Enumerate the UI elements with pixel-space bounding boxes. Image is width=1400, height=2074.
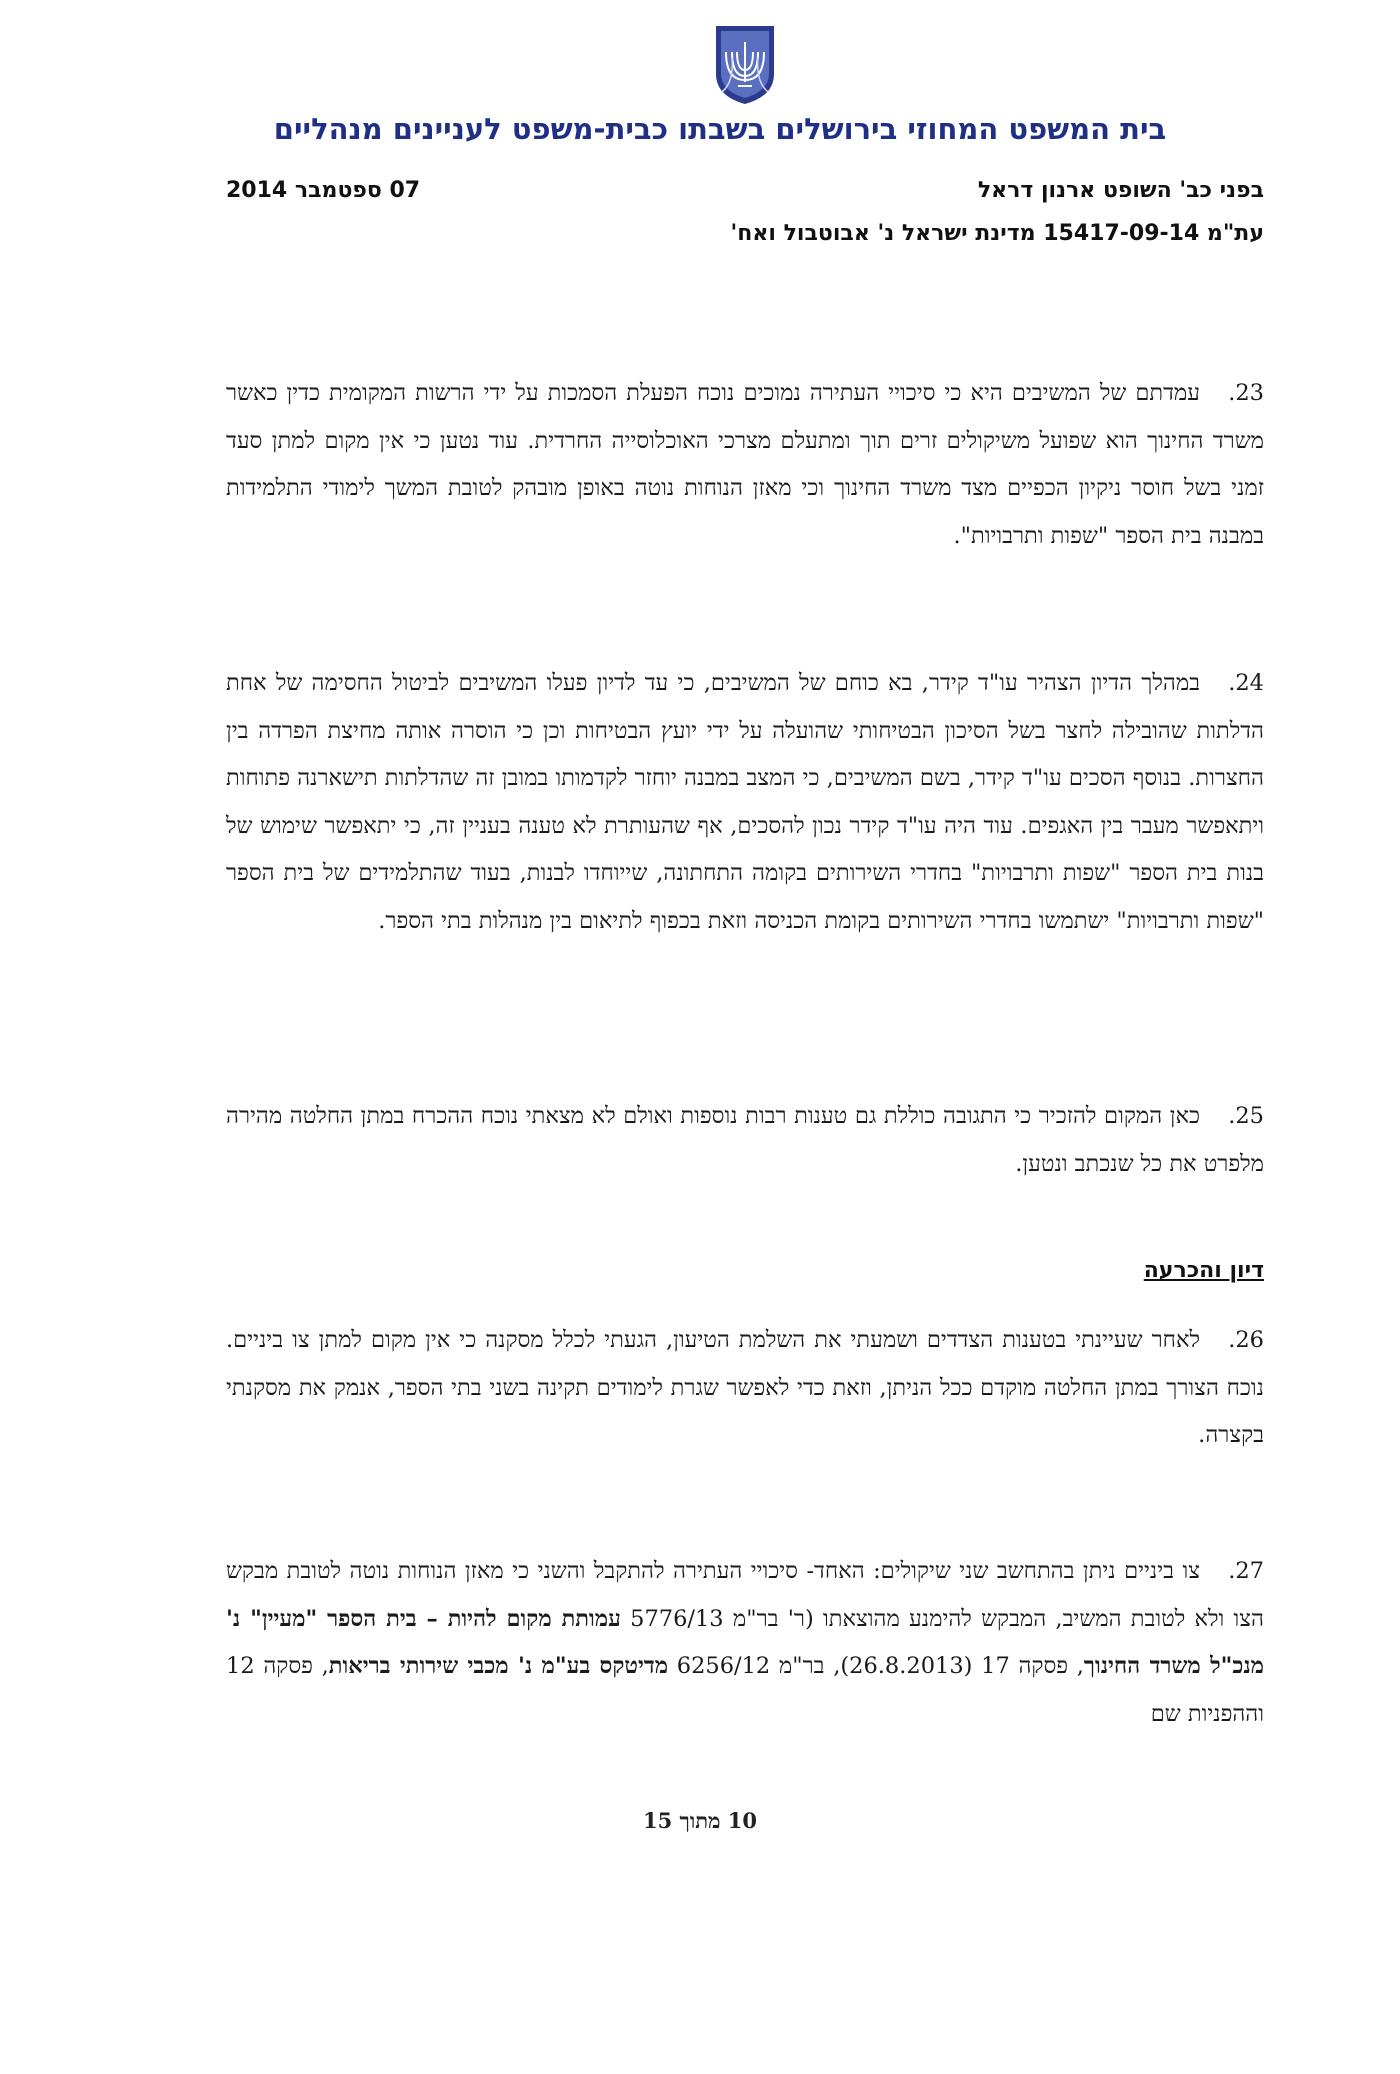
section-heading: דיון והכרעה [1143, 1258, 1264, 1283]
paragraph-text: , פסקה 12 וההפניות שם [226, 1653, 1264, 1727]
judge-line: בפני כב' השופט ארנון דראל [977, 178, 1264, 203]
paragraph-text: צו ביניים ניתן בהתחשב שני שיקולים: האחד- סיכויי העתירה להתקבל והשני כי מאזן הנוחות נוטה לטובת מבקש הצו ולא לטובת המשיב, המבקש להימנע מהוצאתו (ר' בר"מ 5776/13 [226, 1558, 1265, 1632]
paragraph-text: במהלך הדיון הצהיר עו"ד קידר, בא כוחם של המשיבים, כי עד לדיון פעלו המשיבים לביטול החסימה של אחת הדלתות שהובילה לחצר בשל הסיכון הבטיחותי שהועלה על ידי יועץ הבטיחות וכן כי הוסרה אותה מחיצת הפרדה בין החצרות. בנוסף הסכים עו"ד קידר, בשם המשיבים, כי המצב במבנה יוחזר לקדמותו במובן זה שהדלתות תישארנה פתוחות ויתאפשר מעבר בין האגפים. עוד היה עו"ד קידר נכון להסכים, אף שהעותרת לא טענה בעניין זה, כי יתאפשר שימוש של בנות בית הספר "שפות ותרבויות" בחדרי השירותים בקומה התחתונה, שייוחדו לבנות, בעוד שהתלמידים של בית הספר "שפות ותרבויות" ישתמשו בחדרי השירותים בקומת הכניסה וזאת בכפוף לתיאום בין מנהלות בתי הספר. [226, 670, 1264, 934]
paragraph-text: לאחר שעיינתי בטענות הצדדים ושמעתי את השלמת הטיעון, הגעתי לכלל מסקנה כי אין מקום למתן צו ביניים. נוכח הצורך במתן החלטה מוקדם ככל הניתן, וזאת כדי לאפשר שגרת לימודים תקינה בשני בתי הספר, אנמק את מסקנתי בקצרה. [226, 1327, 1264, 1448]
page-indicator: 10 מתוך 15 [642, 1808, 758, 1833]
paragraph-number: 24. [1228, 670, 1264, 696]
case-citation: מדיטקס בע"מ נ' מכבי שירותי בריאות [328, 1653, 669, 1679]
case-citation: עמותת מקום להיות – בית הספר "מעיין" נ' מנכ"ל משרד החינוך [226, 1605, 1264, 1679]
paragraph-text: עמדתם של המשיבים היא כי סיכויי העתירה נמוכים נוכח הפעלת הסמכות על ידי הרשות המקומית כדין כאשר משרד החינוך הוא שפועל משיקולים זרים תוך ומתעלם מצרכי האוכלוסייה החרדית. עוד נטען כי אין מקום למתן סעד זמני בשל חוסר ניקיון הכפיים מצד משרד החינוך וכי מאזן הנוחות נוטה באופן מובהק לטובת המשך לימודי התלמידות במבנה בית הספר "שפות ותרבויות". [226, 380, 1264, 549]
paragraph-number: 27. [1228, 1558, 1264, 1584]
paragraph-24 [226, 660, 1264, 945]
paragraph-number: 26. [1228, 1327, 1264, 1353]
case-line: עת"מ 15417-09-14 מדינת ישראל נ' אבוטבול ואח' [730, 221, 1264, 246]
menorah-emblem-icon [712, 22, 778, 106]
paragraph-26 [226, 1317, 1264, 1460]
paragraph-text: , פסקה 17 (26.8.2013), בר"מ 6256/12 [668, 1653, 1084, 1679]
paragraph-number: 23. [1228, 380, 1264, 406]
decision-date: 07 ספטמבר 2014 [226, 178, 421, 203]
paragraph-23 [226, 370, 1264, 560]
court-name-heading: בית המשפט המחוזי בירושלים בשבתו כבית-משפט לעניינים מנהליים [273, 112, 1167, 146]
paragraph-number: 25. [1228, 1103, 1264, 1129]
paragraph-27 [226, 1548, 1264, 1738]
paragraph-25 [226, 1093, 1264, 1188]
paragraph-text: כאן המקום להזכיר כי התגובה כוללת גם טענות רבות נוספות ואולם לא מצאתי נוכח ההכרח במתן החלטה מהירה מלפרט את כל שנכתב ונטען. [226, 1103, 1264, 1177]
